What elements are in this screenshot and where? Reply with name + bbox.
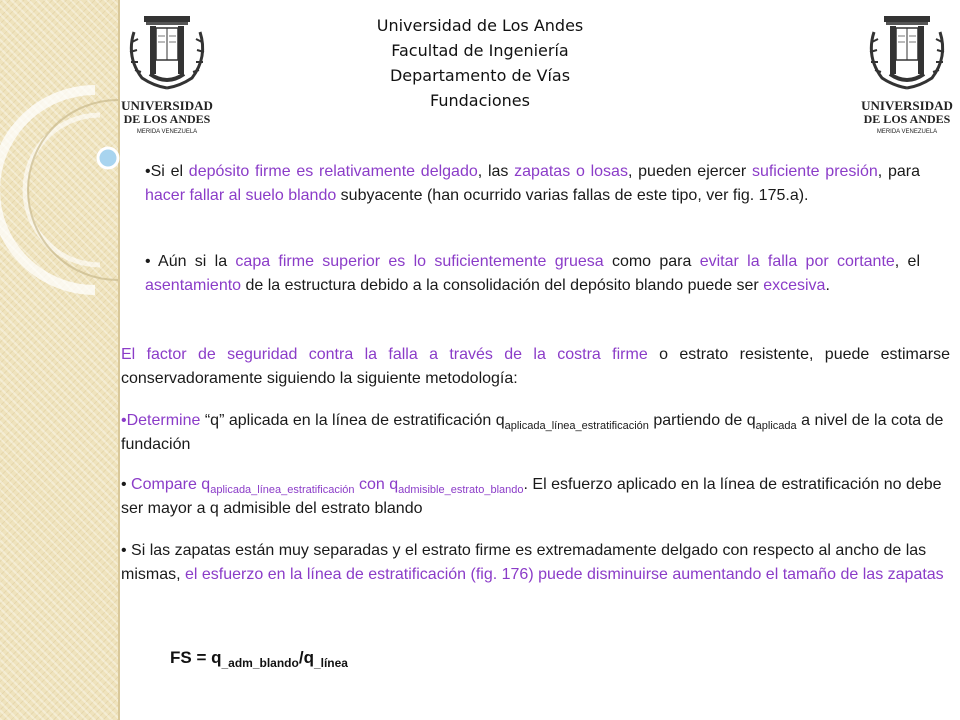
highlight-run: evitar la falla por cortante (699, 253, 895, 270)
subscript: admisible_estrato_blando (398, 484, 524, 496)
header-university: Universidad de Los Andes (376, 16, 584, 35)
safety-factor-formula (170, 648, 348, 668)
highlight-run: hacer fallar al suelo blando (145, 187, 337, 204)
text-run: “q” aplicada en la línea de estratificación q (200, 412, 505, 429)
bullet-dot-icon (98, 148, 118, 168)
text-run: o estrato resistente, puede estimarse conservadoramente siguiendo la siguiente metodología: (121, 346, 950, 387)
text-run: partiendo de q (648, 412, 756, 429)
header-faculty: Facultad de Ingeniería (391, 41, 569, 60)
text-run: , pueden ejercer (627, 163, 752, 180)
text-run: subyacente (han ocurrido varias fallas de este tipo, ver fig. 175.a). (336, 187, 809, 204)
bullet-thick-firm-layer (145, 250, 920, 298)
svg-text:MERIDA VENEZUELA: MERIDA VENEZUELA (876, 129, 938, 135)
highlight-run: con q (354, 476, 399, 493)
svg-text:DE LOS ANDES: DE LOS ANDES (863, 112, 951, 126)
text-run: •Si el (145, 163, 189, 180)
subscript: aplicada_línea_estratificación (504, 420, 649, 432)
subscript: aplicada (755, 420, 797, 432)
text-run: como para (603, 253, 700, 270)
university-logo-left (120, 12, 214, 138)
text-run: de la estructura debido a la consolidación del depósito blando puede ser (241, 277, 764, 294)
compare-step (121, 473, 950, 521)
header-department: Departamento de Vías (389, 66, 571, 85)
svg-text:UNIVERSIDAD: UNIVERSIDAD (121, 98, 213, 113)
text-run: , el (894, 253, 920, 270)
header-subject: Fundaciones (430, 91, 530, 110)
formula-text: FS = q (170, 648, 222, 667)
text-run: • Aún si la (145, 253, 236, 270)
formula-subscript: _adm_blando (221, 656, 299, 670)
factor-paragraph (121, 343, 950, 391)
determine-step (121, 409, 950, 457)
highlight-run: suficiente presión (751, 163, 878, 180)
highlight-run: depósito firme es relativamente delgado (188, 163, 478, 180)
text-run: a nivel de la cota de fundación (121, 412, 944, 453)
text-run: • (121, 476, 132, 493)
university-logo-right (860, 12, 954, 138)
text-run: • Si las zapatas están muy separadas y el estrato firme es extremadamente delgado con respecto al ancho de las mismas, (121, 542, 927, 583)
svg-text:UNIVERSIDAD: UNIVERSIDAD (861, 98, 953, 113)
highlight-run: Compare q (131, 476, 211, 493)
text-run: . (825, 277, 830, 294)
decorative-arcs (0, 60, 130, 320)
text-run: . El esfuerzo aplicado en la línea de estratificación no debe ser mayor a q admisible del estrato blando (121, 476, 942, 517)
text-run: , las (477, 163, 515, 180)
formula-subscript: _línea (313, 656, 348, 670)
formula-text: /q (298, 648, 314, 667)
text-run: , para (877, 163, 921, 180)
highlight-run: el esfuerzo en la línea de estratificación (fig. 176) puede disminuirse aumentando el tamaño de las zapatas (185, 566, 944, 583)
svg-text:DE LOS ANDES: DE LOS ANDES (123, 112, 211, 126)
svg-text:MERIDA VENEZUELA: MERIDA VENEZUELA (136, 129, 198, 135)
highlight-run: zapatas o losas (514, 163, 628, 180)
highlight-run: El factor de seguridad contra la falla a través de la costra firme (121, 346, 648, 363)
zapatas-step (121, 539, 950, 587)
subscript: aplicada_línea_estratificación (210, 484, 355, 496)
highlight-run: •Determine (121, 412, 201, 429)
highlight-run: capa firme superior es lo suficientemente gruesa (235, 253, 604, 270)
highlight-run: asentamiento (145, 277, 242, 294)
bullet-thin-firm-deposit (145, 160, 920, 208)
highlight-run: excesiva (763, 277, 826, 294)
